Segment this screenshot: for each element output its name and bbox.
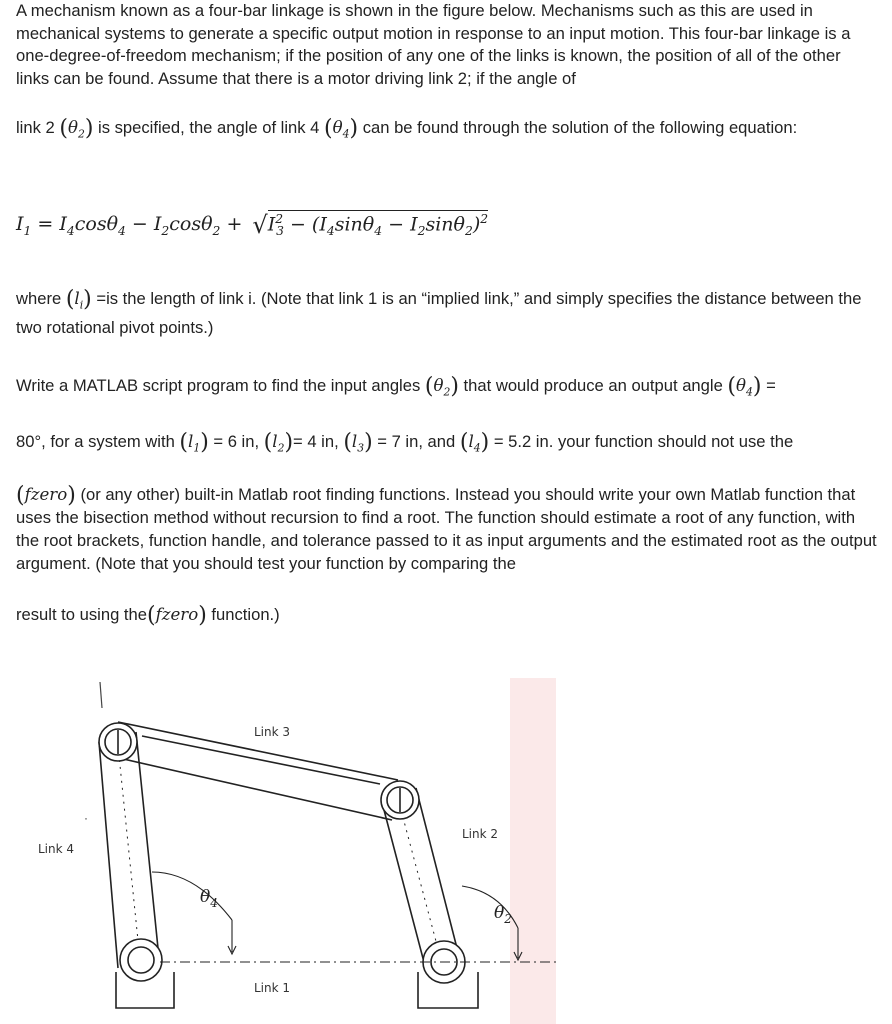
top-right-pivot — [381, 781, 419, 819]
link-4-bar — [99, 732, 159, 968]
top-left-pivot — [99, 723, 137, 761]
link-3-label: Link 3 — [254, 725, 291, 739]
theta2-label: $\theta_2$ — [494, 903, 512, 926]
left-ground-pivot — [116, 939, 174, 1008]
square-root: $√I^2_3 - (I_4\sin\theta_4 - I_2\sin\theta_2)^2$ — [252, 211, 489, 239]
link2-text: link 2 — [16, 118, 55, 137]
theta4-angle-marker — [152, 872, 236, 954]
li-symbol: l — [74, 289, 80, 308]
four-bar-linkage-figure — [0, 660, 892, 1024]
theta4-symbol: θ — [332, 118, 343, 137]
solution-text: can be found through the solution of the following equation: — [362, 118, 798, 137]
fzero-symbol-2: fzero — [155, 605, 199, 624]
link-2-label: Link 2 — [462, 827, 499, 841]
link-angle-paragraph: link 2 $(\theta_2)$ is specified, the angle of link 4 $(\theta_4)$ can be found through the solution of the following equation: — [16, 116, 798, 141]
linkage-equation: $I_1 = I_4\cos\theta_4 - I_2\cos\theta_2 + √I^2_3 - (I_4\sin\theta_4 - I_2\sin\theta_2)^2$ — [16, 208, 488, 238]
svg-text:·: · — [84, 811, 88, 825]
where-paragraph: where $(l_i) =is$ the length of link i. (Note that link 1 is an “implied link,” and simply specifies the distance between the two rotational pivot points.) — [16, 287, 862, 337]
specified-text: is specified, the angle of link 4 — [93, 118, 325, 137]
theta2-symbol: θ — [67, 118, 78, 137]
right-ground-pivot — [418, 941, 478, 1008]
task-paragraph: Write a MATLAB script program to find the input angles $(\theta_2)$ that would produce an output angle $(\theta_4)$ = 80°, for a system with $(l_1) = 6$ in, $(l_2)= 4$ in, $(l_3) = 7$ in, and $(l_4) = 5.2$ in. your function should not use the (fzero) (or any other) built-in Matlab root finding functions. Instead you should write your own Matlab function that uses the bisection method without recursion to find a root. The function should estimate a root of any function, with the root brackets, function handle, and tolerance passed to it as input arguments and the estimated root as the output argument. (Note that you should test your function by comparing the result to using the(fzero) function.) — [16, 374, 877, 628]
intro-paragraph: A mechanism known as a four-bar linkage is shown in the figure below. Mechanisms such as this are used in mechanical systems to generate a specific output motion in response to an input motion. This four-bar linkage is a one-degree-of-freedom mechanism; if the position of any one of the links is known, the position of all of the other links can be found. Assume that there is a motor driving link 2; if the angle of — [16, 1, 851, 88]
link-1-label: Link 1 — [254, 981, 291, 995]
fzero-symbol: fzero — [24, 485, 68, 504]
link-4-label: Link 4 — [38, 842, 75, 856]
page-edge-shadow — [510, 678, 556, 1024]
theta4-label: $\theta_4$ — [200, 887, 218, 910]
